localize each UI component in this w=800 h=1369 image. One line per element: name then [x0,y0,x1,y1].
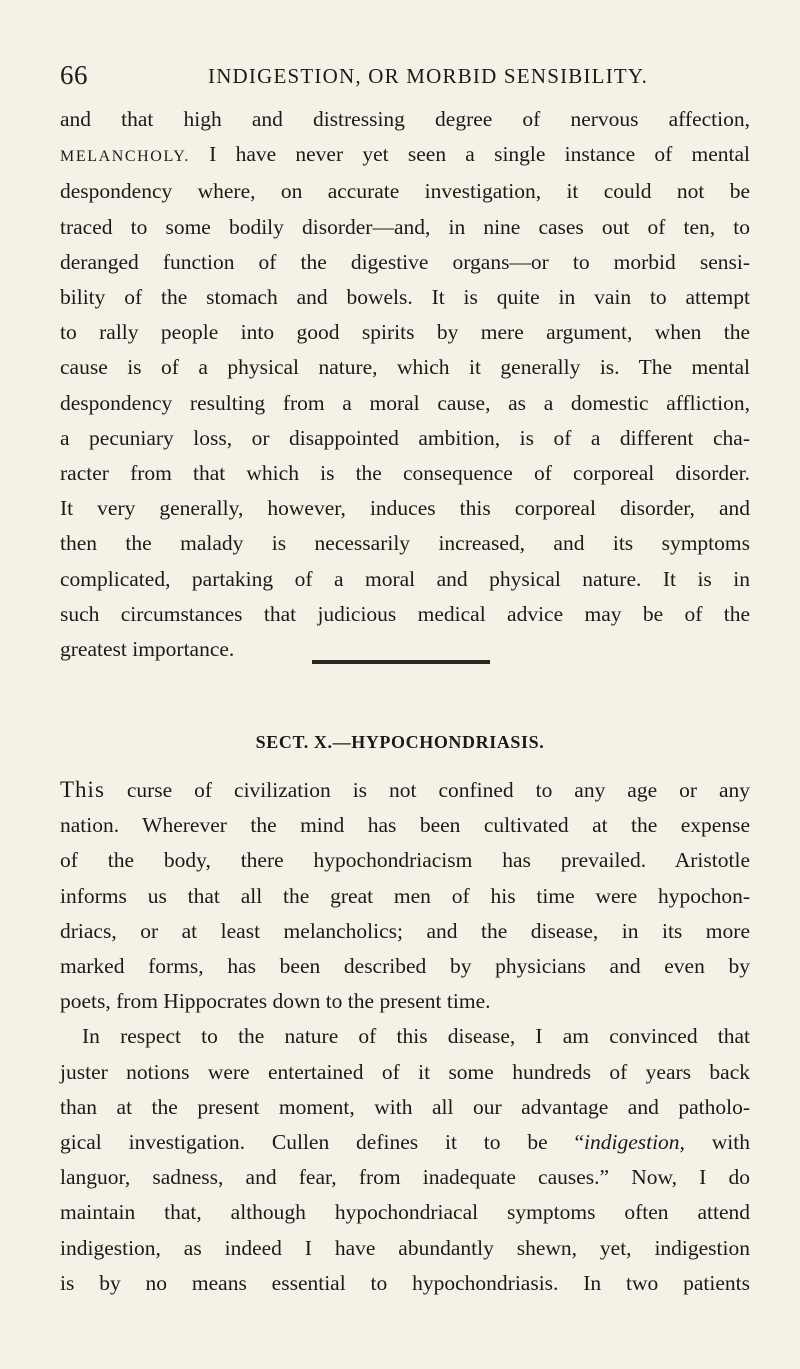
italic-term: indigestion, [584,1130,685,1155]
text-line: a pecuniary loss, or disappointed ambition, is of a different cha- [60,425,750,450]
text-line: poets, from Hippocrates down to the present time. [60,989,491,1014]
text-line: then the malady is necessarily increased, and its symptoms [60,531,750,556]
paragraph-hypochondriasis [60,772,750,1301]
text-line: informs us that all the great men of his time were hypochon- [60,883,750,908]
text-line: In respect to the nature of this disease, I am convinced that [82,1024,750,1049]
text-line: such circumstances that judicious medical advice may be of the [60,601,750,626]
section-heading: SECT. X.—HYPOCHONDRIASIS. [255,732,545,752]
text-line: It very generally, however, induces this corporeal disorder, and [60,496,750,521]
text-line: marked forms, has been described by physicians and even by [60,954,750,979]
text-line: racter from that which is the consequence of corporeal disorder. [60,461,750,486]
text-line: despondency where, on accurate investigation, it could not be [60,179,750,204]
section-divider-rule [312,660,490,664]
page-number: 66 [60,60,88,90]
opening-word: This [60,777,105,802]
text-line: juster notions were entertained of it some hundreds of years back [60,1059,750,1084]
text-line: cause is of a physical nature, which it generally is. The mental [60,355,750,380]
text-line: nation. Wherever the mind has been cultivated at the expense [60,813,750,838]
running-head: INDIGESTION, OR MORBID SENSIBILITY. [208,64,649,88]
text-line: and that high and distressing degree of nervous affection, [60,107,750,131]
text-line: deranged function of the digestive organs—or to morbid sensi- [60,249,750,274]
text-line: to rally people into good spirits by mere argument, when the [60,320,750,345]
small-caps-term: MELANCHOLY. [60,148,190,166]
paragraph-melancholy [60,102,750,667]
text-line: of the body, there hypochondriacism has prevailed. Aristotle [60,848,750,873]
text-line: greatest importance. [60,637,235,662]
text-line: This curse of civilization is not confined to any age or any [60,777,750,802]
text-line: traced to some bodily disorder—and, in nine cases out of ten, to [60,214,750,239]
text-line: than at the present moment, with all our advantage and patholo- [60,1094,750,1119]
text-line: bility of the stomach and bowels. It is quite in vain to attempt [60,285,750,310]
text-line: MELANCHOLY. I have never yet seen a single instance of mental [60,142,750,167]
text-line: despondency resulting from a moral cause, as a domestic affliction, [60,390,750,415]
text-line: languor, sadness, and fear, from inadequate causes.” Now, I do [60,1165,750,1190]
text-line: driacs, or at least melancholics; and the disease, in its more [60,918,750,943]
text-line: maintain that, although hypochondriacal symptoms often attend [60,1200,750,1225]
text-line: gical investigation. Cullen defines it to be “indigestion, with [60,1130,750,1155]
page-header [0,60,800,96]
text-line: indigestion, as indeed I have abundantly shewn, yet, indigestion [60,1235,750,1260]
text-line: complicated, partaking of a moral and physical nature. It is in [60,566,750,591]
text-line: is by no means essential to hypochondriasis. In two patients [60,1270,750,1295]
